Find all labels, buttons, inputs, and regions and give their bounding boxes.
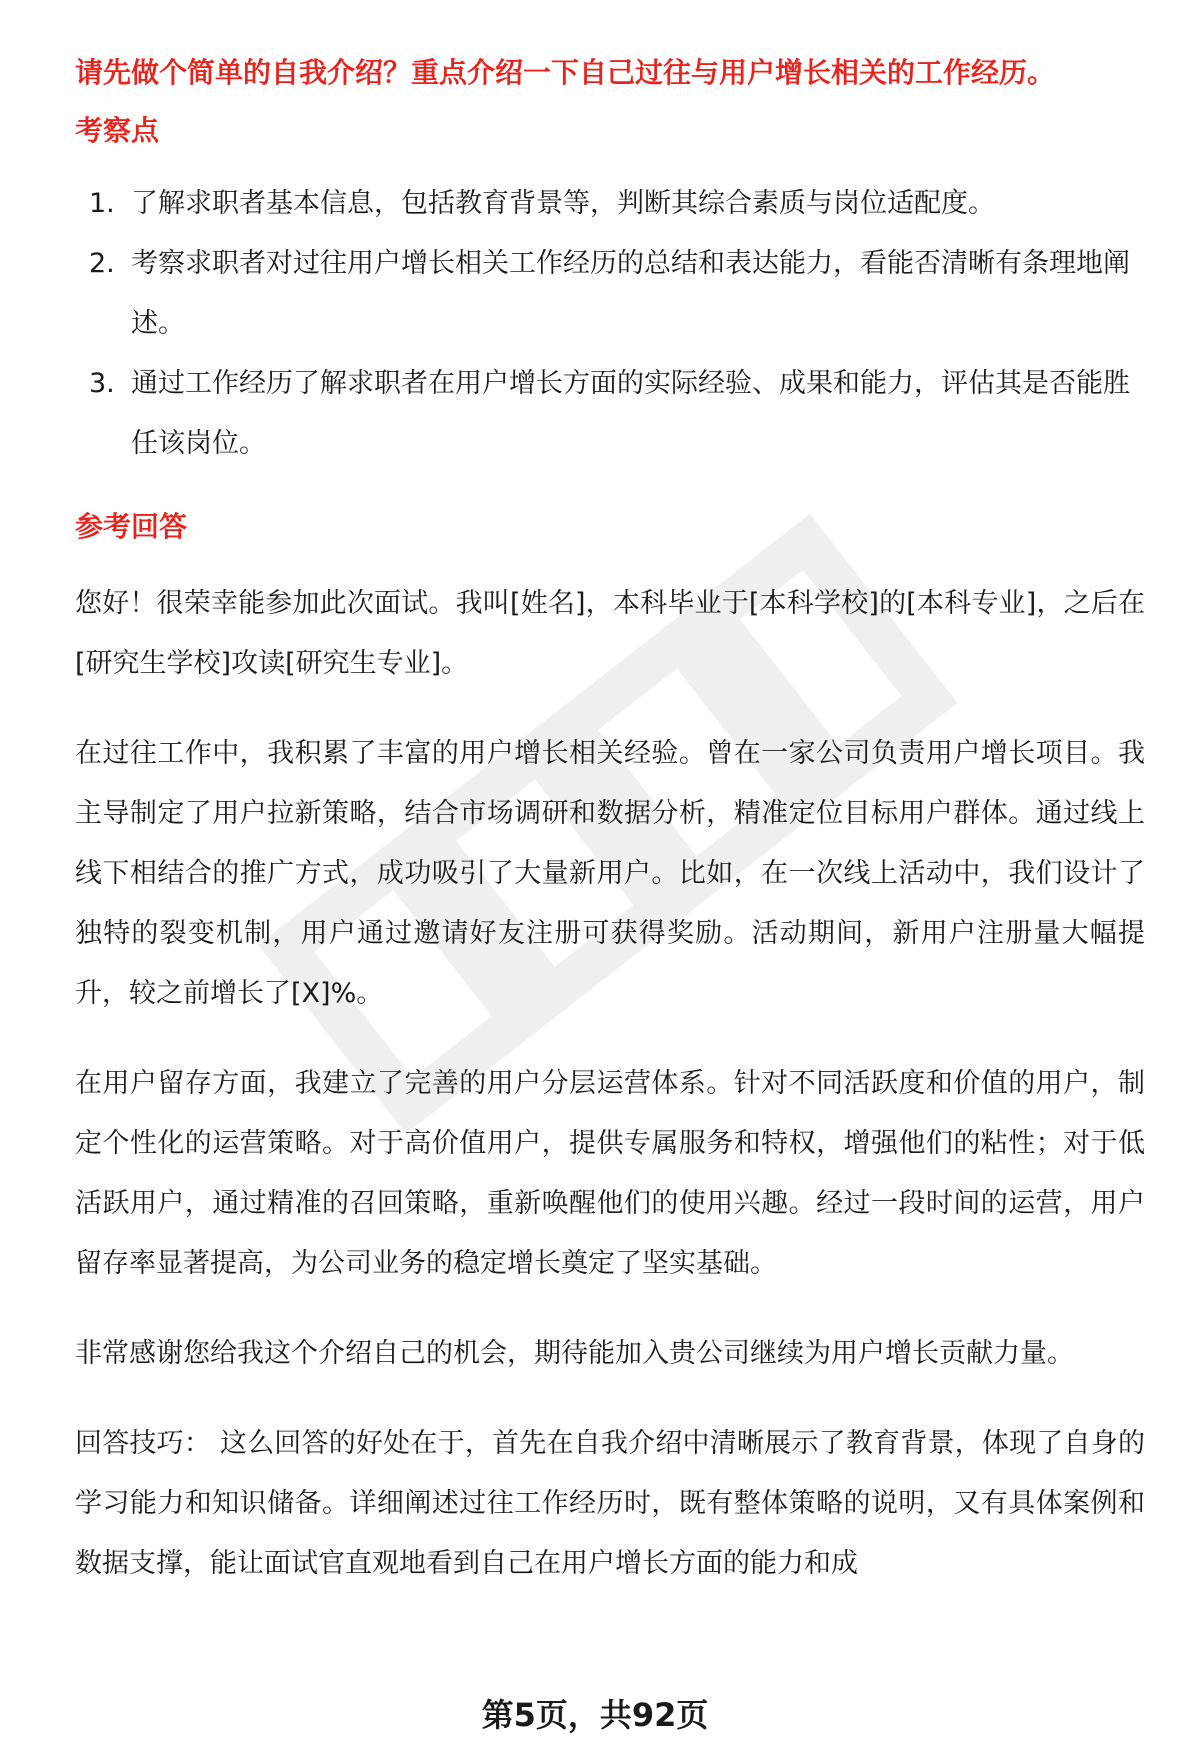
- answer-paragraph: 在过往工作中，我积累了丰富的用户增长相关经验。曾在一家公司负责用户增长项目。我主导制定了用户拉新策略，结合市场调研和数据分析，精准定位目标用户群体。通过线上线下相结合的推广方式，成功吸引了大量新用户。比如，在一次线上活动中，我们设计了独特的裂变机制，用户通过邀请好友注册可获得奖励。活动期间，新用户注册量大幅提升，较之前增长了[X]%。: [75, 738, 1145, 1009]
- answer-paragraph: 您好！很荣幸能参加此次面试。我叫[姓名]，本科毕业于[本科学校]的[本科专业]，之后在[研究生学校]攻读[研究生专业]。: [75, 588, 1145, 679]
- list-item-number: 3.: [89, 368, 115, 399]
- answer-paragraph: 非常感谢您给我这个介绍自己的机会，期待能加入贵公司继续为用户增长贡献力量。: [75, 1338, 1074, 1369]
- list-item-number: 1.: [89, 188, 115, 219]
- list-item-text: 考察求职者对过往用户增长相关工作经历的总结和表达能力，看能否清晰有条理地阐述。: [131, 248, 1130, 339]
- points-section-title: 考察点: [75, 114, 160, 147]
- question-heading: 请先做个简单的自我介绍？重点介绍一下自己过往与用户增长相关的工作经历。: [75, 56, 1056, 89]
- answer-section-title: 参考回答: [75, 510, 188, 543]
- points-list: [75, 174, 1145, 474]
- page-number-footer: 第5页，共92页: [481, 1696, 709, 1734]
- answer-tips-paragraph: 回答技巧： 这么回答的好处在于，首先在自我介绍中清晰展示了教育背景，体现了自身的学习能力和知识储备。详细阐述过往工作经历时，既有整体策略的说明，又有具体案例和数据支撑，能让面试官直观地看到自己在用户增长方面的能力和成: [75, 1428, 1145, 1579]
- list-item: [75, 174, 1145, 234]
- list-item: [75, 234, 1145, 354]
- list-item-number: 2.: [89, 248, 115, 279]
- answer-paragraph: 在用户留存方面，我建立了完善的用户分层运营体系。针对不同活跃度和价值的用户，制定个性化的运营策略。对于高价值用户，提供专属服务和特权，增强他们的粘性；对于低活跃用户，通过精准的召回策略，重新唤醒他们的使用兴趣。经过一段时间的运营，用户留存率显著提高，为公司业务的稳定增长奠定了坚实基础。: [75, 1068, 1145, 1279]
- list-item-text: 了解求职者基本信息，包括教育背景等，判断其综合素质与岗位适配度。: [131, 188, 995, 219]
- document-page: [75, 50, 1145, 1624]
- list-item: [75, 354, 1145, 474]
- list-item-text: 通过工作经历了解求职者在用户增长方面的实际经验、成果和能力，评估其是否能胜任该岗位。: [131, 368, 1130, 459]
